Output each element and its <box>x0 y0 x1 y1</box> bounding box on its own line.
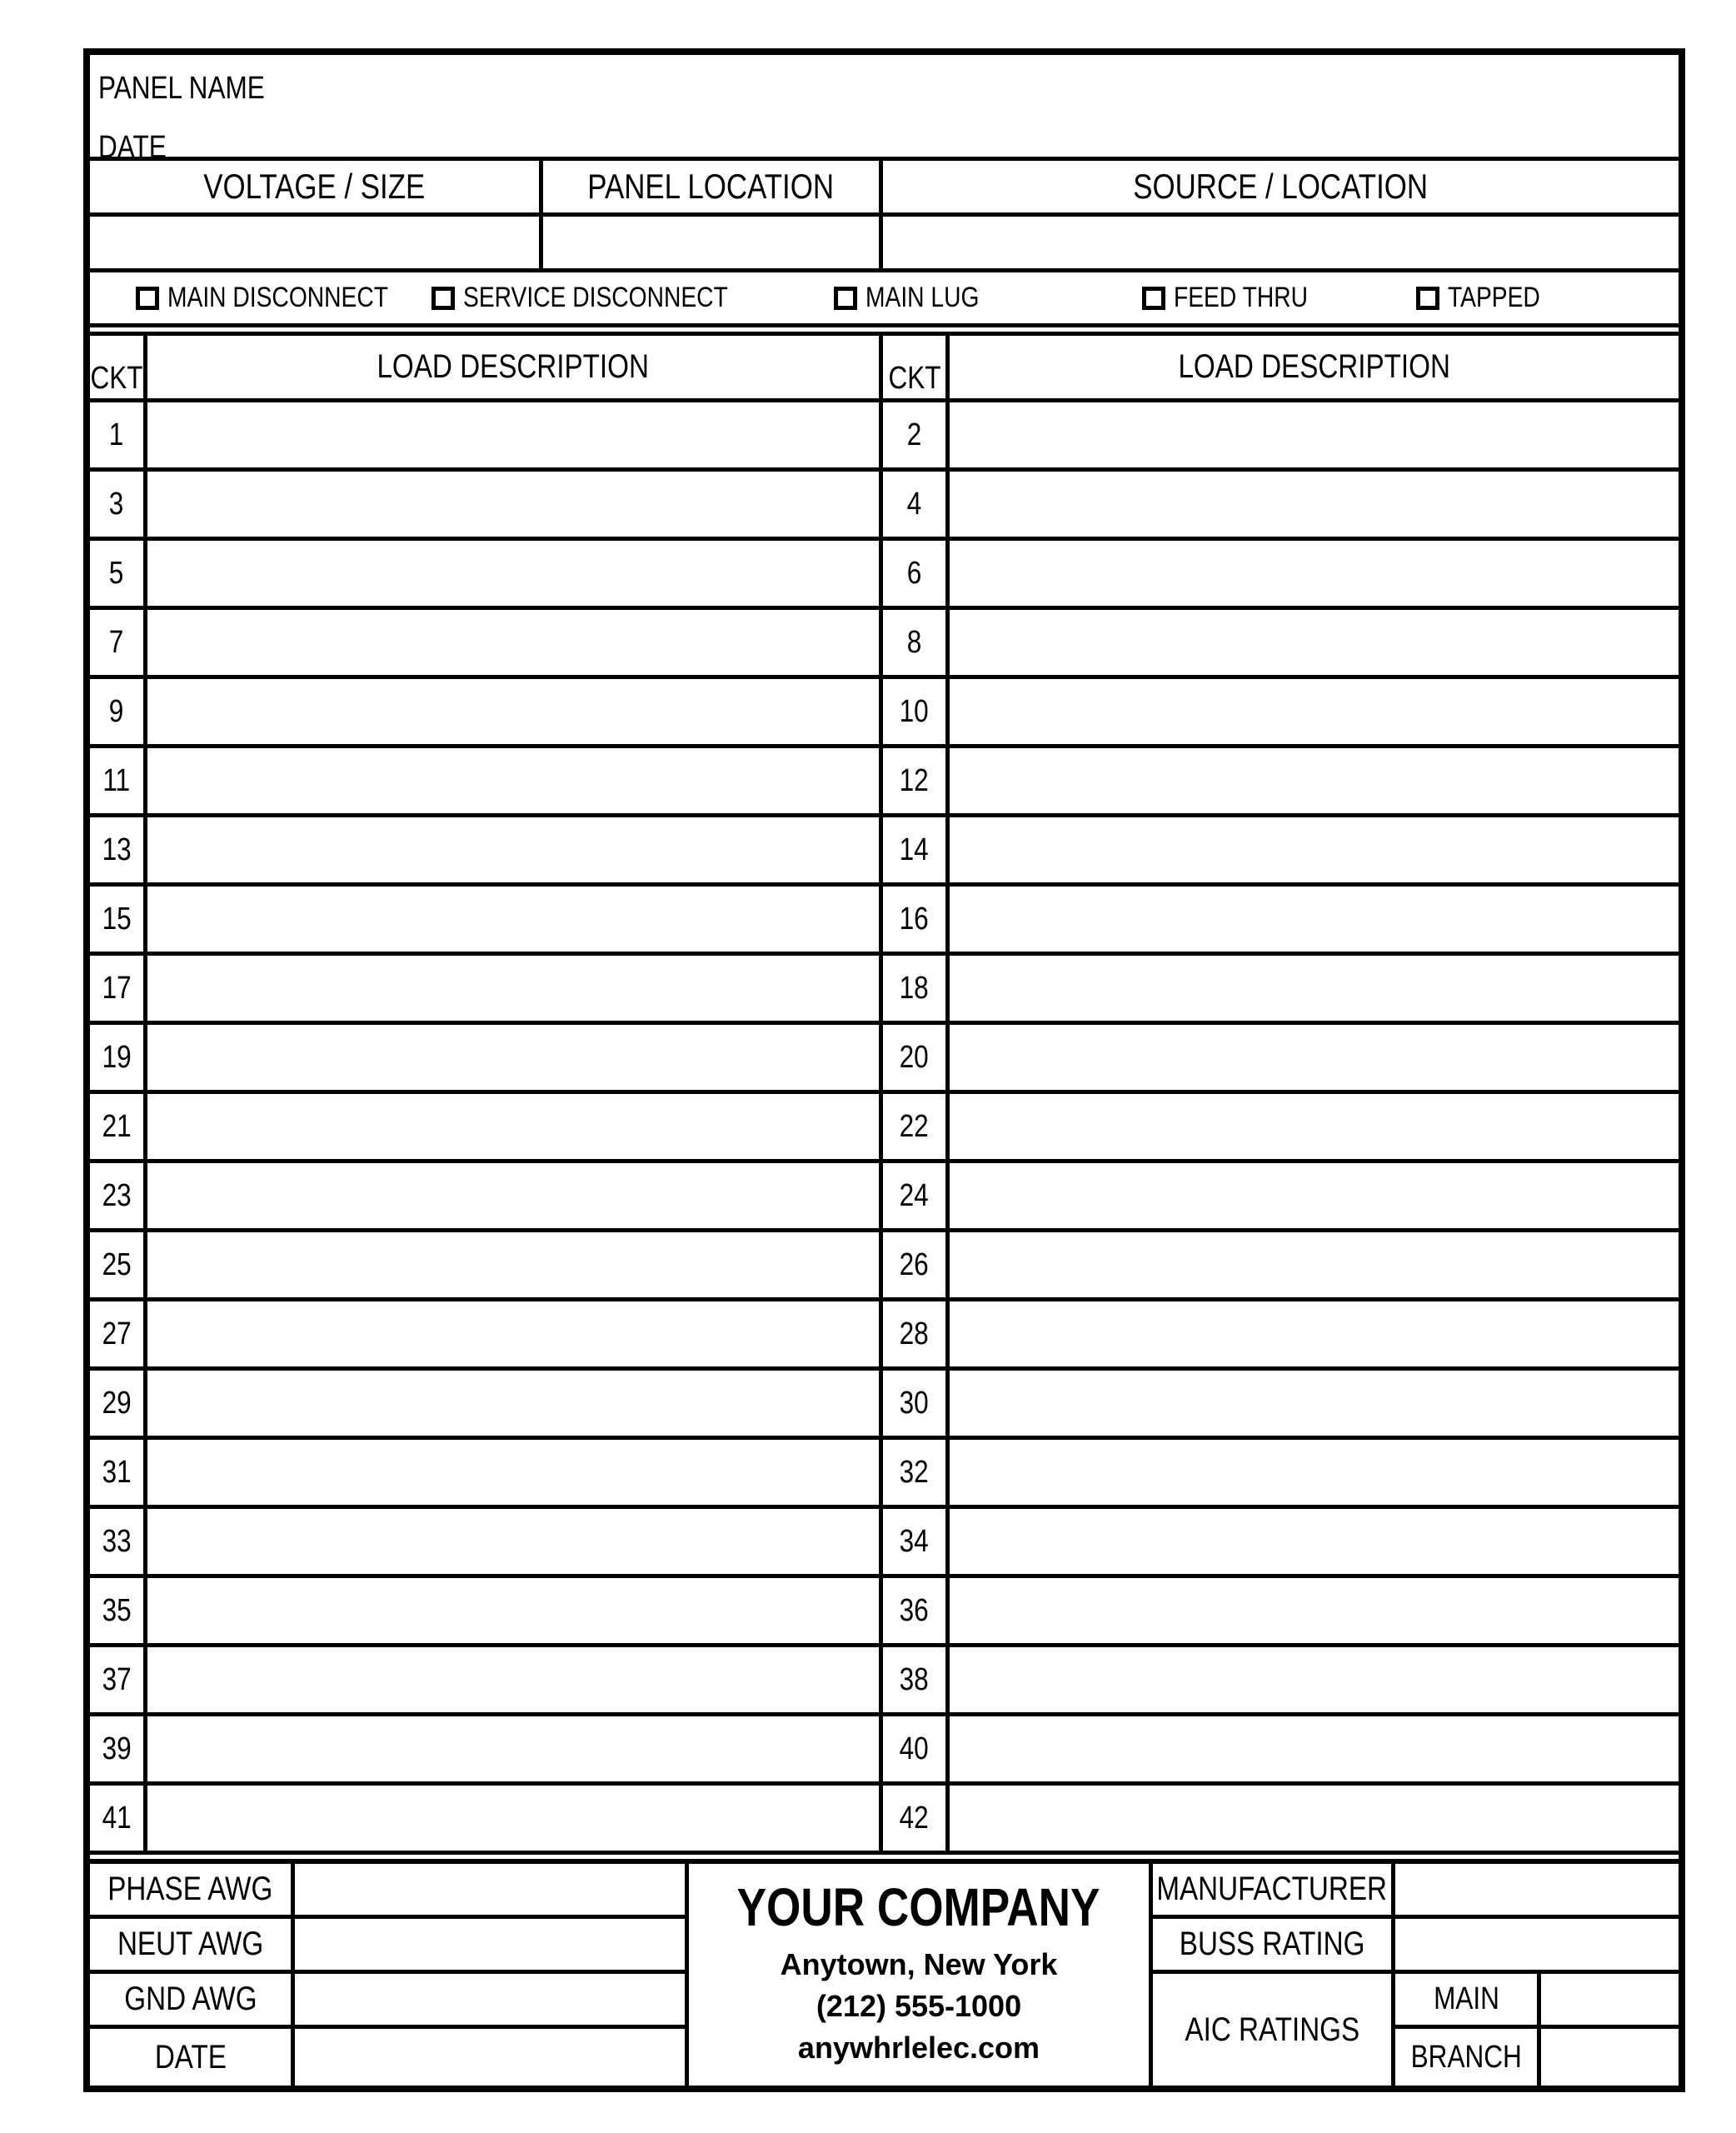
panel-name-label: PANEL NAME <box>98 71 265 106</box>
neut-awg-field[interactable] <box>295 1919 689 1974</box>
aic-branch-label: BRANCH <box>1395 2029 1541 2086</box>
checkbox-square-icon[interactable] <box>834 287 857 310</box>
right-ckt-number: 26 <box>883 1232 950 1301</box>
phase-awg-field[interactable] <box>295 1864 689 1919</box>
right-load-description-cell[interactable] <box>950 887 1679 956</box>
left-ckt-number: 21 <box>90 1094 147 1163</box>
left-ckt-number: 19 <box>90 1025 147 1094</box>
circuit-row <box>90 1301 1679 1371</box>
left-ckt-number: 23 <box>90 1163 147 1232</box>
left-load-description-cell[interactable] <box>147 541 883 610</box>
panel-location-header-label: PANEL LOCATION <box>587 167 835 206</box>
footer-date-field[interactable] <box>295 2029 689 2086</box>
info-header-row <box>90 161 1679 217</box>
footer-date-label: DATE <box>90 2029 295 2086</box>
company-website: anywhrlelec.com <box>797 2030 1040 2065</box>
main-lug-label: MAIN LUG <box>866 282 980 313</box>
right-load-description-cell[interactable] <box>950 1578 1679 1647</box>
right-load-description-cell[interactable] <box>950 1301 1679 1371</box>
company-phone: (212) 555-1000 <box>816 1989 1022 2024</box>
left-ckt-number: 1 <box>90 402 147 472</box>
voltage-size-header <box>90 161 543 212</box>
right-ckt-number: 32 <box>883 1440 950 1509</box>
circuit-row <box>90 1716 1679 1786</box>
service-disconnect-checkbox[interactable] <box>432 272 782 323</box>
circuit-row <box>90 1094 1679 1163</box>
aic-branch-field[interactable] <box>1541 2029 1679 2086</box>
right-ckt-number: 16 <box>883 887 950 956</box>
right-ckt-number: 2 <box>883 402 950 472</box>
right-ckt-number: 20 <box>883 1025 950 1094</box>
circuit-table <box>90 332 1679 1855</box>
tapped-checkbox[interactable] <box>1416 272 1559 323</box>
aic-main-label: MAIN <box>1395 1974 1541 2029</box>
circuit-table-header <box>90 336 1679 402</box>
main-lug-checkbox[interactable] <box>834 272 1002 323</box>
left-ckt-number: 27 <box>90 1301 147 1371</box>
left-ckt-number: 11 <box>90 748 147 817</box>
checkbox-square-icon[interactable] <box>432 287 455 310</box>
circuit-row <box>90 1163 1679 1232</box>
circuit-row <box>90 402 1679 472</box>
circuit-row <box>90 887 1679 956</box>
circuit-row <box>90 1232 1679 1301</box>
title-box <box>90 55 1679 165</box>
checkbox-square-icon[interactable] <box>1142 287 1165 310</box>
company-address: Anytown, New York <box>780 1947 1058 1982</box>
source-location-header-label: SOURCE / LOCATION <box>1133 167 1429 206</box>
left-ckt-number: 37 <box>90 1647 147 1716</box>
left-load-description-cell[interactable] <box>147 1232 883 1301</box>
circuit-row <box>90 956 1679 1025</box>
gnd-awg-field[interactable] <box>295 1974 689 2029</box>
left-ckt-number: 25 <box>90 1232 147 1301</box>
right-load-description-cell[interactable] <box>950 1025 1679 1094</box>
left-ckt-number: 31 <box>90 1440 147 1509</box>
voltage-size-header-label: VOLTAGE / SIZE <box>203 167 426 206</box>
left-ckt-header: CKT <box>90 336 147 402</box>
left-ckt-number: 33 <box>90 1509 147 1578</box>
left-load-description-cell[interactable] <box>147 402 883 472</box>
left-ckt-number: 5 <box>90 541 147 610</box>
left-ckt-number: 9 <box>90 679 147 748</box>
info-value-row <box>90 217 1679 272</box>
tapped-label: TAPPED <box>1448 282 1540 313</box>
left-load-description-cell[interactable] <box>147 887 883 956</box>
right-load-description-cell[interactable] <box>950 1440 1679 1509</box>
left-ckt-number: 15 <box>90 887 147 956</box>
circuit-row <box>90 610 1679 679</box>
right-load-description-cell[interactable] <box>950 1094 1679 1163</box>
circuit-row <box>90 817 1679 887</box>
left-load-description-cell[interactable] <box>147 1371 883 1440</box>
main-disconnect-checkbox[interactable] <box>136 272 433 323</box>
left-load-description-cell[interactable] <box>147 1094 883 1163</box>
aic-ratings-label: AIC RATINGS <box>1153 1974 1395 2086</box>
right-load-description-cell[interactable] <box>950 679 1679 748</box>
right-ckt-number: 18 <box>883 956 950 1025</box>
right-ckt-number: 12 <box>883 748 950 817</box>
buss-rating-label: BUSS RATING <box>1153 1919 1395 1974</box>
circuit-row <box>90 1647 1679 1716</box>
circuit-row <box>90 541 1679 610</box>
left-load-description-cell[interactable] <box>147 1716 883 1786</box>
left-ckt-number: 41 <box>90 1786 147 1855</box>
left-ckt-number: 29 <box>90 1371 147 1440</box>
circuit-row <box>90 1440 1679 1509</box>
right-load-description-cell[interactable] <box>950 748 1679 817</box>
right-load-description-cell[interactable] <box>950 817 1679 887</box>
left-ckt-number: 35 <box>90 1578 147 1647</box>
left-load-description-cell[interactable] <box>147 1578 883 1647</box>
right-ckt-number: 34 <box>883 1509 950 1578</box>
right-ckt-number: 30 <box>883 1371 950 1440</box>
company-name: YOUR COMPANY <box>737 1877 1100 1938</box>
neut-awg-label: NEUT AWG <box>90 1919 295 1974</box>
left-load-description-cell[interactable] <box>147 610 883 679</box>
left-load-description-cell[interactable] <box>147 1509 883 1578</box>
circuit-row <box>90 472 1679 541</box>
left-load-description-cell[interactable] <box>147 956 883 1025</box>
left-load-description-cell[interactable] <box>147 1440 883 1509</box>
circuit-row <box>90 679 1679 748</box>
aic-main-field[interactable] <box>1541 1974 1679 2029</box>
right-ckt-number: 24 <box>883 1163 950 1232</box>
panel-schedule-form <box>83 48 1685 2092</box>
right-ckt-header: CKT <box>883 336 950 402</box>
left-load-description-cell[interactable] <box>147 1786 883 1855</box>
circuit-rows <box>90 402 1679 1855</box>
service-disconnect-label: SERVICE DISCONNECT <box>463 282 728 313</box>
left-load-description-header: LOAD DESCRIPTION <box>147 336 883 402</box>
right-load-description-cell[interactable] <box>950 1647 1679 1716</box>
left-ckt-number: 3 <box>90 472 147 541</box>
right-ckt-number: 10 <box>883 679 950 748</box>
right-ckt-number: 4 <box>883 472 950 541</box>
manufacturer-label: MANUFACTURER <box>1153 1864 1395 1919</box>
right-ckt-number: 22 <box>883 1094 950 1163</box>
date-label: DATE <box>98 130 167 165</box>
checkbox-square-icon[interactable] <box>136 287 159 310</box>
checkbox-square-icon[interactable] <box>1416 287 1439 310</box>
left-load-description-cell[interactable] <box>147 1163 883 1232</box>
right-load-description-cell[interactable] <box>950 1232 1679 1301</box>
panel-location-header <box>543 161 883 212</box>
left-load-description-cell[interactable] <box>147 1301 883 1371</box>
voltage-size-field[interactable] <box>90 217 543 268</box>
right-load-description-cell[interactable] <box>950 1509 1679 1578</box>
right-ckt-number: 14 <box>883 817 950 887</box>
right-ckt-number: 8 <box>883 610 950 679</box>
company-block <box>689 1864 1153 2086</box>
left-ckt-number: 39 <box>90 1716 147 1786</box>
panel-location-field[interactable] <box>543 217 883 268</box>
right-load-description-cell[interactable] <box>950 610 1679 679</box>
left-ckt-number: 17 <box>90 956 147 1025</box>
source-location-header <box>883 161 1679 212</box>
left-load-description-cell[interactable] <box>147 472 883 541</box>
left-ckt-number: 7 <box>90 610 147 679</box>
gnd-awg-label: GND AWG <box>90 1974 295 2029</box>
right-load-description-cell[interactable] <box>950 1716 1679 1786</box>
right-load-description-cell[interactable] <box>950 1163 1679 1232</box>
right-ckt-number: 6 <box>883 541 950 610</box>
phase-awg-label: PHASE AWG <box>90 1864 295 1919</box>
right-load-description-cell[interactable] <box>950 402 1679 472</box>
right-ckt-number: 28 <box>883 1301 950 1371</box>
left-load-description-cell[interactable] <box>147 748 883 817</box>
left-load-description-cell[interactable] <box>147 679 883 748</box>
feed-thru-checkbox[interactable] <box>1142 272 1335 323</box>
panel-type-options-row <box>90 272 1679 327</box>
circuit-row <box>90 748 1679 817</box>
left-ckt-number: 13 <box>90 817 147 887</box>
date-value[interactable] <box>181 126 1679 157</box>
right-load-description-cell[interactable] <box>950 1786 1679 1855</box>
right-ckt-number: 38 <box>883 1647 950 1716</box>
right-ckt-number: 42 <box>883 1786 950 1855</box>
right-load-description-cell[interactable] <box>950 956 1679 1025</box>
circuit-row <box>90 1371 1679 1440</box>
circuit-row <box>90 1786 1679 1855</box>
right-load-description-cell[interactable] <box>950 472 1679 541</box>
circuit-row <box>90 1509 1679 1578</box>
main-disconnect-label: MAIN DISCONNECT <box>167 282 388 313</box>
left-load-description-cell[interactable] <box>147 1025 883 1094</box>
panel-name-value[interactable] <box>299 67 1679 98</box>
right-ckt-number: 36 <box>883 1578 950 1647</box>
right-load-description-header: LOAD DESCRIPTION <box>950 336 1679 402</box>
left-load-description-cell[interactable] <box>147 817 883 887</box>
source-location-field[interactable] <box>883 217 1679 268</box>
footer-block <box>90 1859 1679 2086</box>
right-load-description-cell[interactable] <box>950 541 1679 610</box>
circuit-row <box>90 1025 1679 1094</box>
circuit-row <box>90 1578 1679 1647</box>
buss-rating-field[interactable] <box>1395 1919 1679 1974</box>
manufacturer-field[interactable] <box>1395 1864 1679 1919</box>
right-load-description-cell[interactable] <box>950 1371 1679 1440</box>
right-ckt-number: 40 <box>883 1716 950 1786</box>
feed-thru-label: FEED THRU <box>1174 282 1308 313</box>
left-load-description-cell[interactable] <box>147 1647 883 1716</box>
